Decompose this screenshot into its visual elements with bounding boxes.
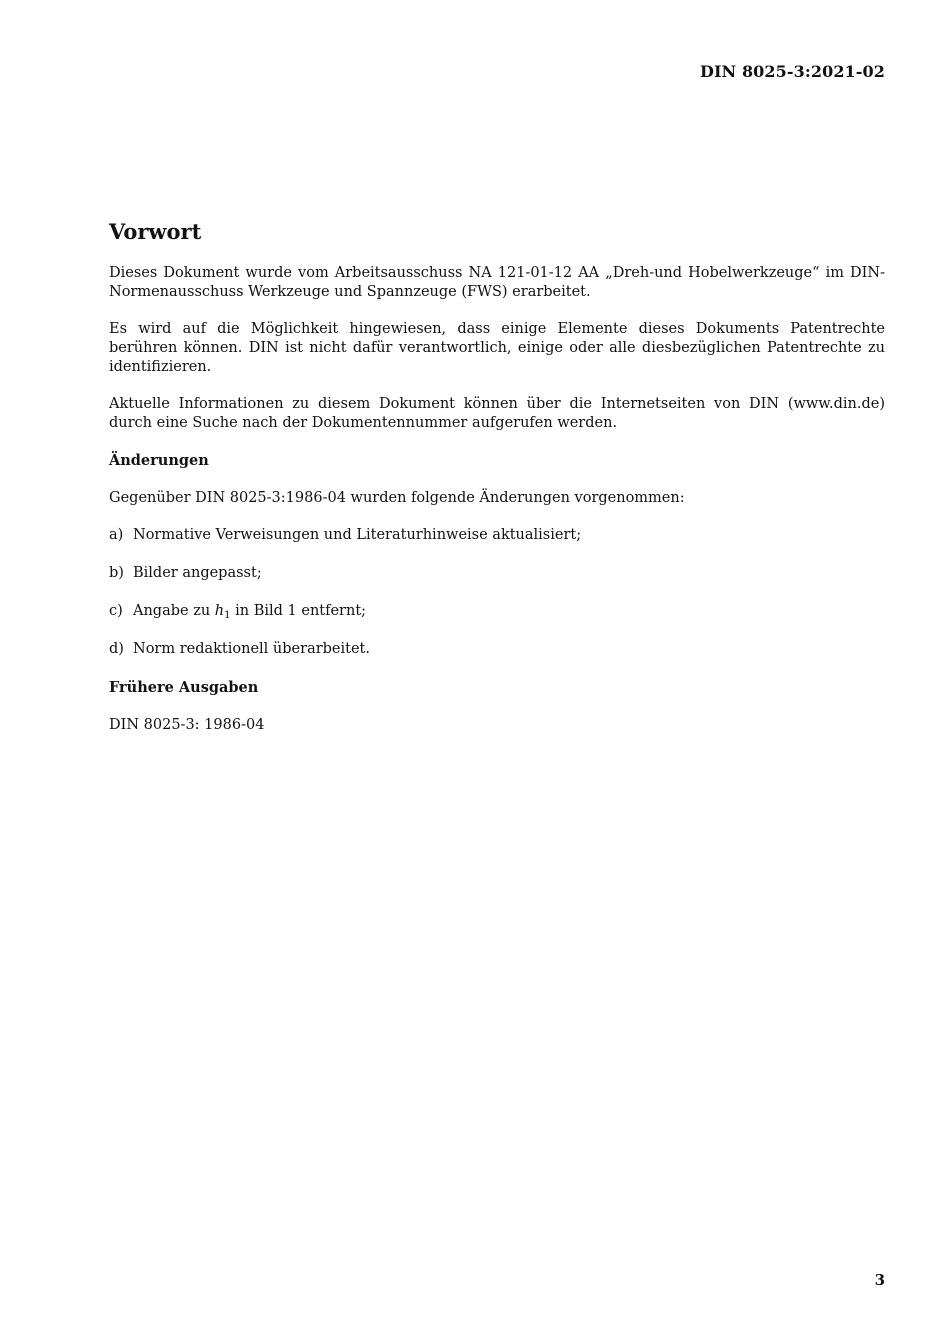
list-item-text-after: in Bild 1 entfernt;: [230, 603, 367, 619]
foreword-paragraph: Aktuelle Informationen zu diesem Dokument können über die Internetseiten von DIN (www.din.de) durch eine Suche nach der Dokumentennummer aufgerufen werden.: [109, 396, 885, 431]
math-variable: h: [214, 603, 225, 619]
list-marker: b): [109, 565, 124, 581]
list-item-text-before: Angabe zu: [133, 603, 215, 619]
page-number: 3: [874, 1271, 885, 1289]
list-item-text: Normative Verweisungen und Literaturhinweise aktualisiert;: [133, 527, 582, 543]
document-identifier: DIN 8025-3:2021-02: [699, 62, 885, 81]
list-item: [109, 602, 885, 621]
list-item-text: [133, 602, 366, 621]
list-item: [109, 526, 885, 545]
list-marker: c): [109, 603, 123, 619]
list-item-text: Norm redaktionell überarbeitet.: [133, 641, 370, 657]
changes-intro: Gegenüber DIN 8025-3:1986-04 wurden folgende Änderungen vorgenommen:: [109, 490, 685, 506]
list-item: [109, 564, 885, 583]
list-marker: d): [109, 641, 124, 657]
page-content: [109, 218, 885, 753]
previous-editions-heading: Frühere Ausgaben: [109, 679, 259, 696]
list-item-text: Bilder angepasst;: [133, 565, 262, 581]
math-subscript: 1: [224, 610, 231, 621]
list-marker: a): [109, 527, 124, 543]
list-item: [109, 640, 885, 659]
foreword-paragraph: Dieses Dokument wurde vom Arbeitsausschuss NA 121-01-12 AA „Dreh-und Hobelwerkzeuge“ im DIN-Normenausschuss Werkzeuge und Spannzeuge (FWS) erarbeitet.: [109, 265, 885, 300]
foreword-paragraph: Es wird auf die Möglichkeit hingewiesen, dass einige Elemente dieses Dokuments Patentrechte berühren können. DIN ist nicht dafür verantwortlich, einige oder alle diesbezüglichen Patentrechte zu identifizieren.: [109, 321, 885, 375]
changes-heading: Änderungen: [109, 452, 209, 469]
changes-list: [109, 526, 885, 659]
previous-editions-text: DIN 8025-3: 1986-04: [109, 717, 265, 733]
section-title: Vorwort: [109, 219, 202, 244]
